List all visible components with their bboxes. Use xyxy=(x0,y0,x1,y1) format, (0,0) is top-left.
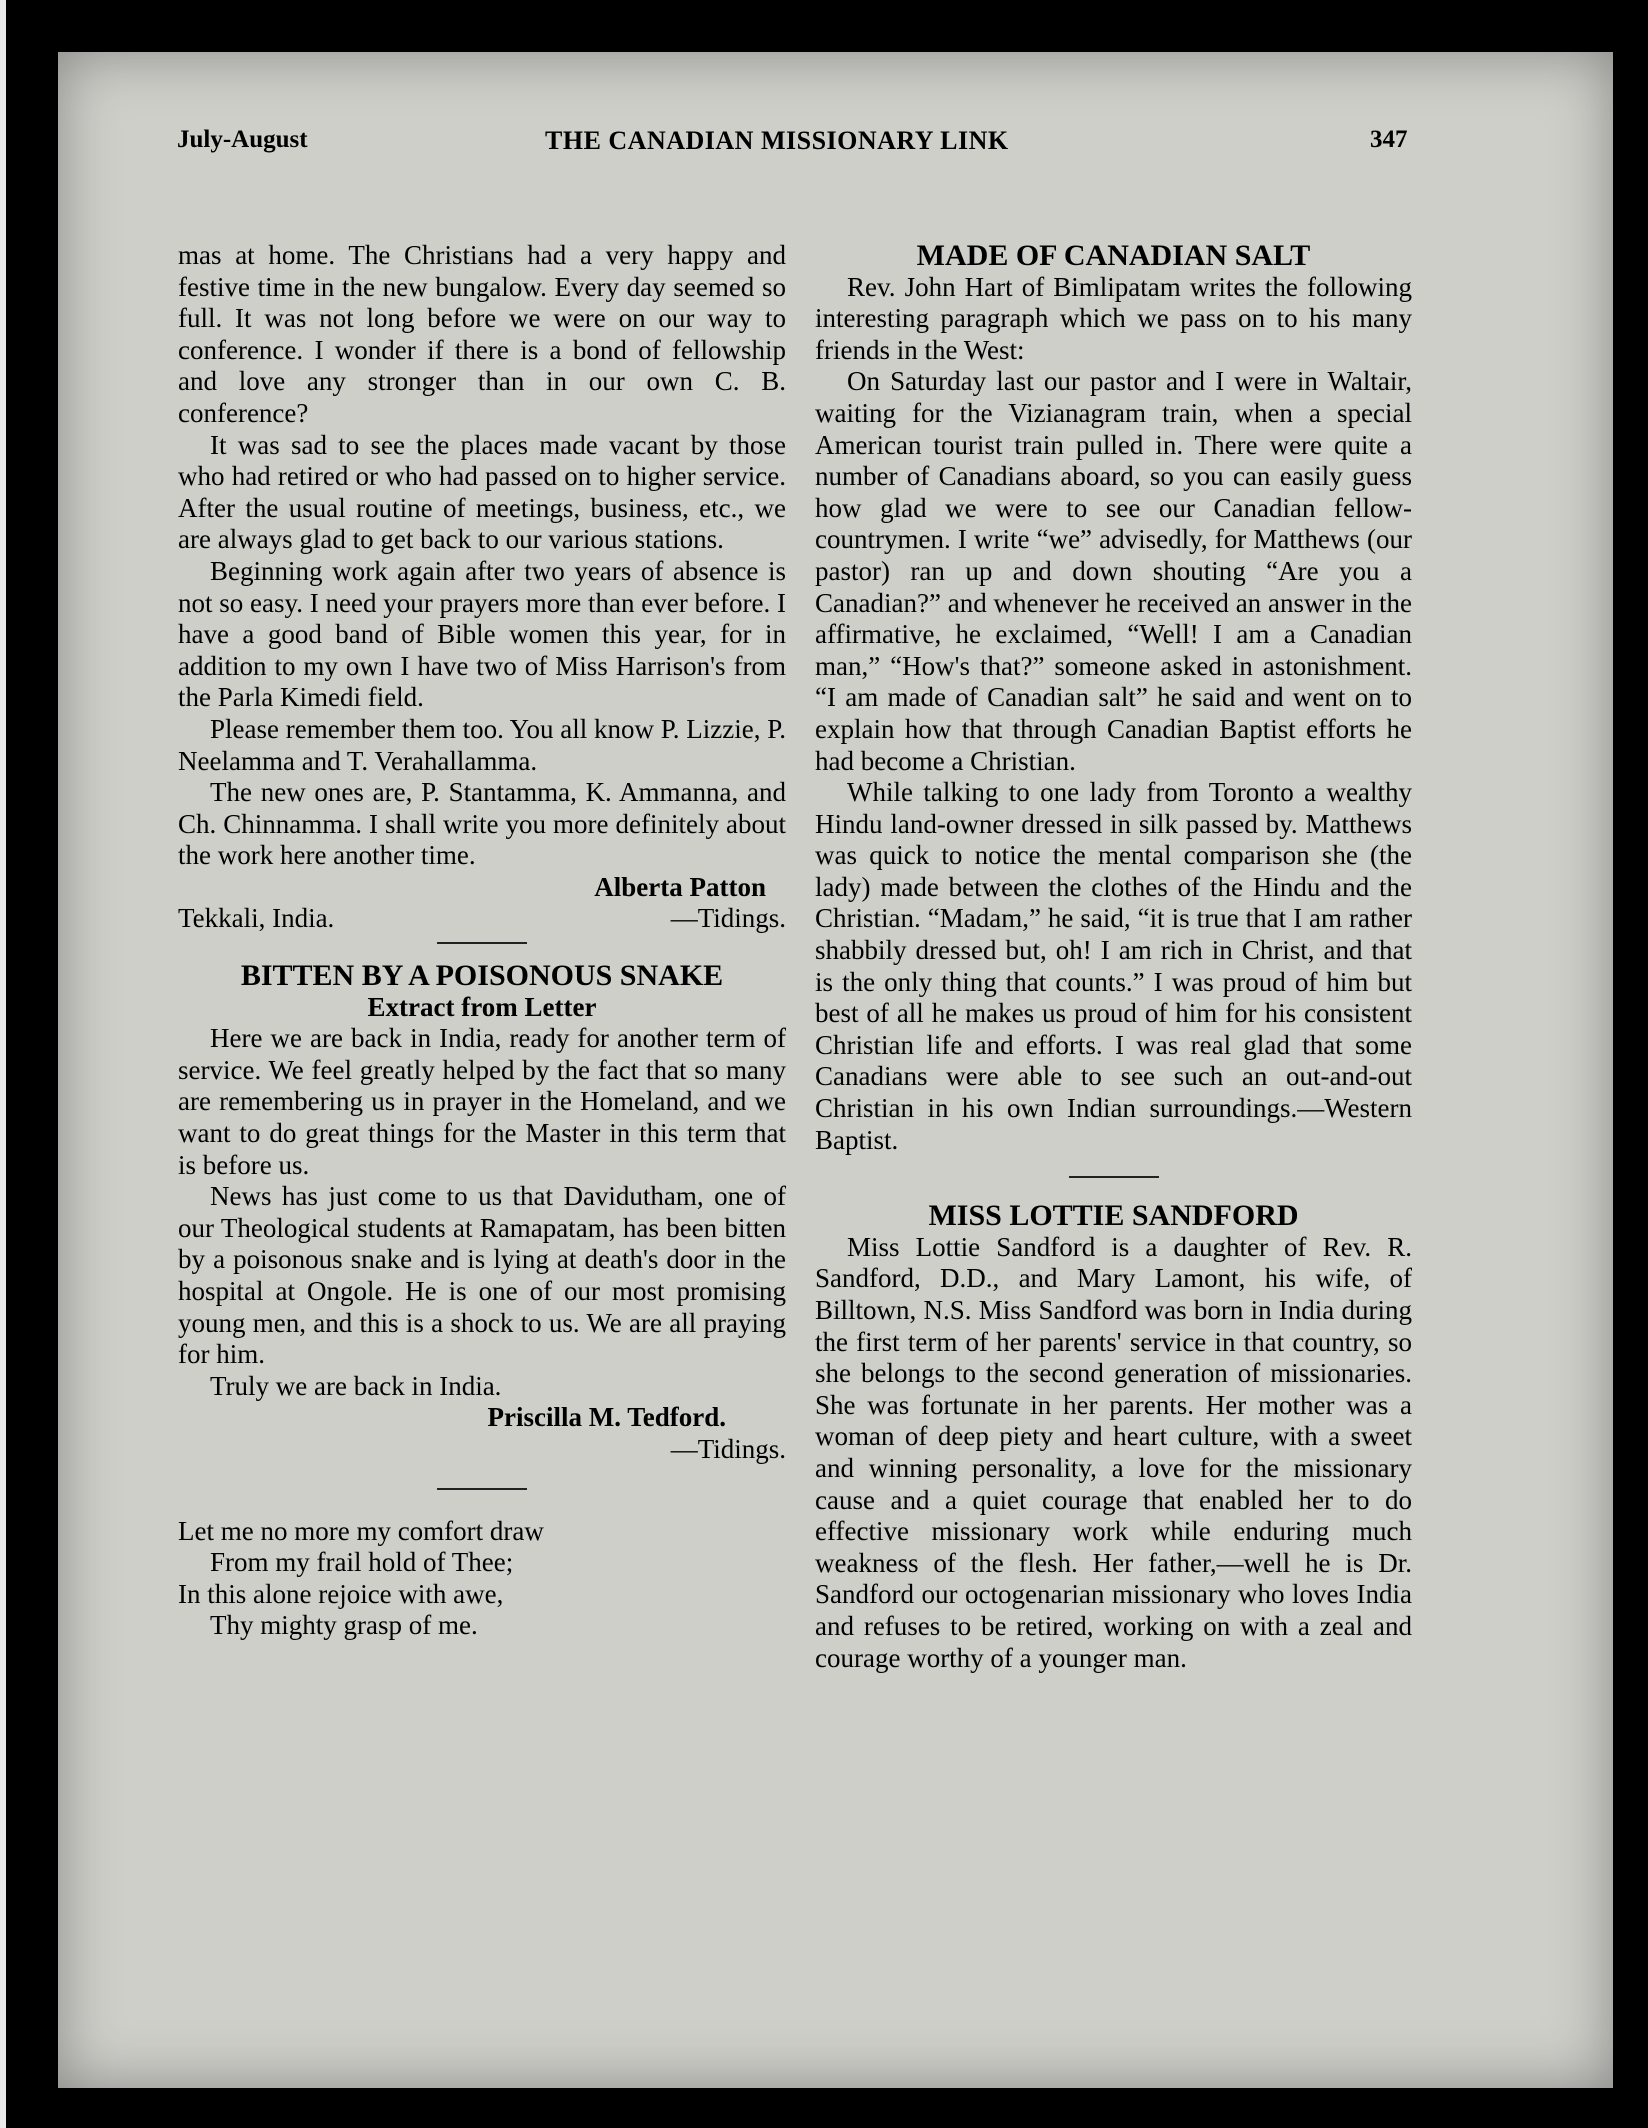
place: Tekkali, India. xyxy=(178,903,335,934)
article-title: MADE OF CANADIAN SALT xyxy=(916,239,1311,272)
paragraph: The new ones are, P. Stantamma, K. Ammanna, and Ch. Chinnamma. I shall write you more definitely about the work here another time. xyxy=(178,777,786,871)
page-edge-strip xyxy=(0,0,6,2128)
running-header-title: THE CANADIAN MISSIONARY LINK xyxy=(545,126,1009,155)
poem-line: From my frail hold of Thee; xyxy=(210,1547,514,1578)
poem xyxy=(178,1516,786,1642)
paragraph: On Saturday last our pastor and I were in Waltair, waiting for the Vizianagram train, when a special American tourist train pulled in. There were quite a number of Canadians aboard, so you can easily guess how glad we were to see our Canadian fellow-countrymen. I write “we” advisedly, for Matthews (our pastor) ran up and down shouting “Are you a Canadian?” and whenever he received an answer in the affirmative, he exclaimed, “Well! I am a Canadian man,” “How's that?” someone asked in astonishment. “I am made of Canadian salt” he said and went on to explain how that through Canadian Baptist efforts he had become a Christian. xyxy=(815,366,1412,776)
poem-line: In this alone rejoice with awe, xyxy=(178,1578,504,1609)
signature: Alberta Patton xyxy=(594,871,766,902)
paragraph: While talking to one lady from Toronto a wealthy Hindu land-owner dressed in silk passed by. Matthews was quick to notice the mental comparison she (the lady) made between the clothes of the Hindu and the Christian. “Madam,” he said, “it is true that I am rather shabbily dressed but, oh! I am rich in Christ, and that is the only thing that counts.” I was proud of him but best of all he makes us proud of him for his consistent Christian life and efforts. I was real glad that some Canadians were able to see such an out-and-out Christian in his own Indian surroundings.—Western Baptist. xyxy=(815,777,1412,1155)
poem-line: Let me no more my comfort draw xyxy=(178,1515,544,1546)
article-title: MISS LOTTIE SANDFORD xyxy=(928,1199,1299,1233)
running-header-date: July-August xyxy=(177,126,308,153)
source-credit: —Tidings. xyxy=(670,1433,786,1464)
article-subtitle: Extract from Letter xyxy=(367,991,597,1022)
signature: Priscilla M. Tedford. xyxy=(487,1402,726,1433)
paragraph: Truly we are back in India. xyxy=(210,1370,502,1401)
paragraph: Miss Lottie Sandford is a daughter of Rev. R. Sandford, D.D., and Mary Lamont, his wife, of Billtown, N.S. Miss Sandford was born in India during the first term of her parents' service in that country, so she belongs to the second generation of missionaries. She was fortunate in her parents. Her mother was a woman of deep piety and heart culture, with a sweet and winning personality, a love for the missionary cause and a quiet courage that enabled her to do effective missionary work while enduring much weakness of the flesh. Her father,—well he is Dr. Sandford our octogenarian missionary who loves India and refuses to be retired, working on with a zeal and courage worthy of a younger man. xyxy=(815,1231,1412,1673)
page-number: 347 xyxy=(1370,126,1408,153)
paragraph: mas at home. The Christians had a very happy and festive time in the new bungalow. Every day seemed so full. It was not long before we were on our way to conference. I wonder if there is a bond of fellowship and love any stronger than in our own C. B. conference? xyxy=(178,240,786,428)
divider xyxy=(1069,1176,1159,1178)
paragraph: Please remember them too. You all know P. Lizzie, P. Neelamma and T. Verahallamma. xyxy=(178,713,786,776)
divider xyxy=(437,1488,527,1490)
dateline-row xyxy=(178,903,786,935)
paragraph: News has just come to us that Davidutham, one of our Theological students at Ramapatam, has been bitten by a poisonous snake and is lying at death's door in the hospital at Ongole. He is one of our most promising young men, and this is a shock to us. We are all praying for him. xyxy=(178,1181,786,1370)
paragraph: Here we are back in India, ready for another term of service. We feel greatly helped by the fact that so many are remembering us in prayer in the Homeland, and we want to do great things for the Master in this term that is before us. xyxy=(178,1023,786,1180)
paragraph: Rev. John Hart of Bimlipatam writes the following interesting paragraph which we pass on to his many friends in the West: xyxy=(815,271,1412,365)
paragraph: Beginning work again after two years of absence is not so easy. I need your prayers more than ever before. I have a good band of Bible women this year, for in addition to my own I have two of Miss Harrison's from the Parla Kimedi field. xyxy=(178,555,786,713)
paragraph: It was sad to see the places made vacant by those who had retired or who had passed on to higher service. After the usual routine of meetings, business, etc., we are always glad to get back to our various stations. xyxy=(178,429,786,555)
divider xyxy=(437,942,527,944)
source-credit: —Tidings. xyxy=(670,903,786,934)
right-column xyxy=(815,240,1412,1674)
poem-line: Thy mighty grasp of me. xyxy=(210,1610,478,1641)
left-column xyxy=(178,240,786,1642)
article-title: BITTEN BY A POISONOUS SNAKE xyxy=(240,959,724,993)
